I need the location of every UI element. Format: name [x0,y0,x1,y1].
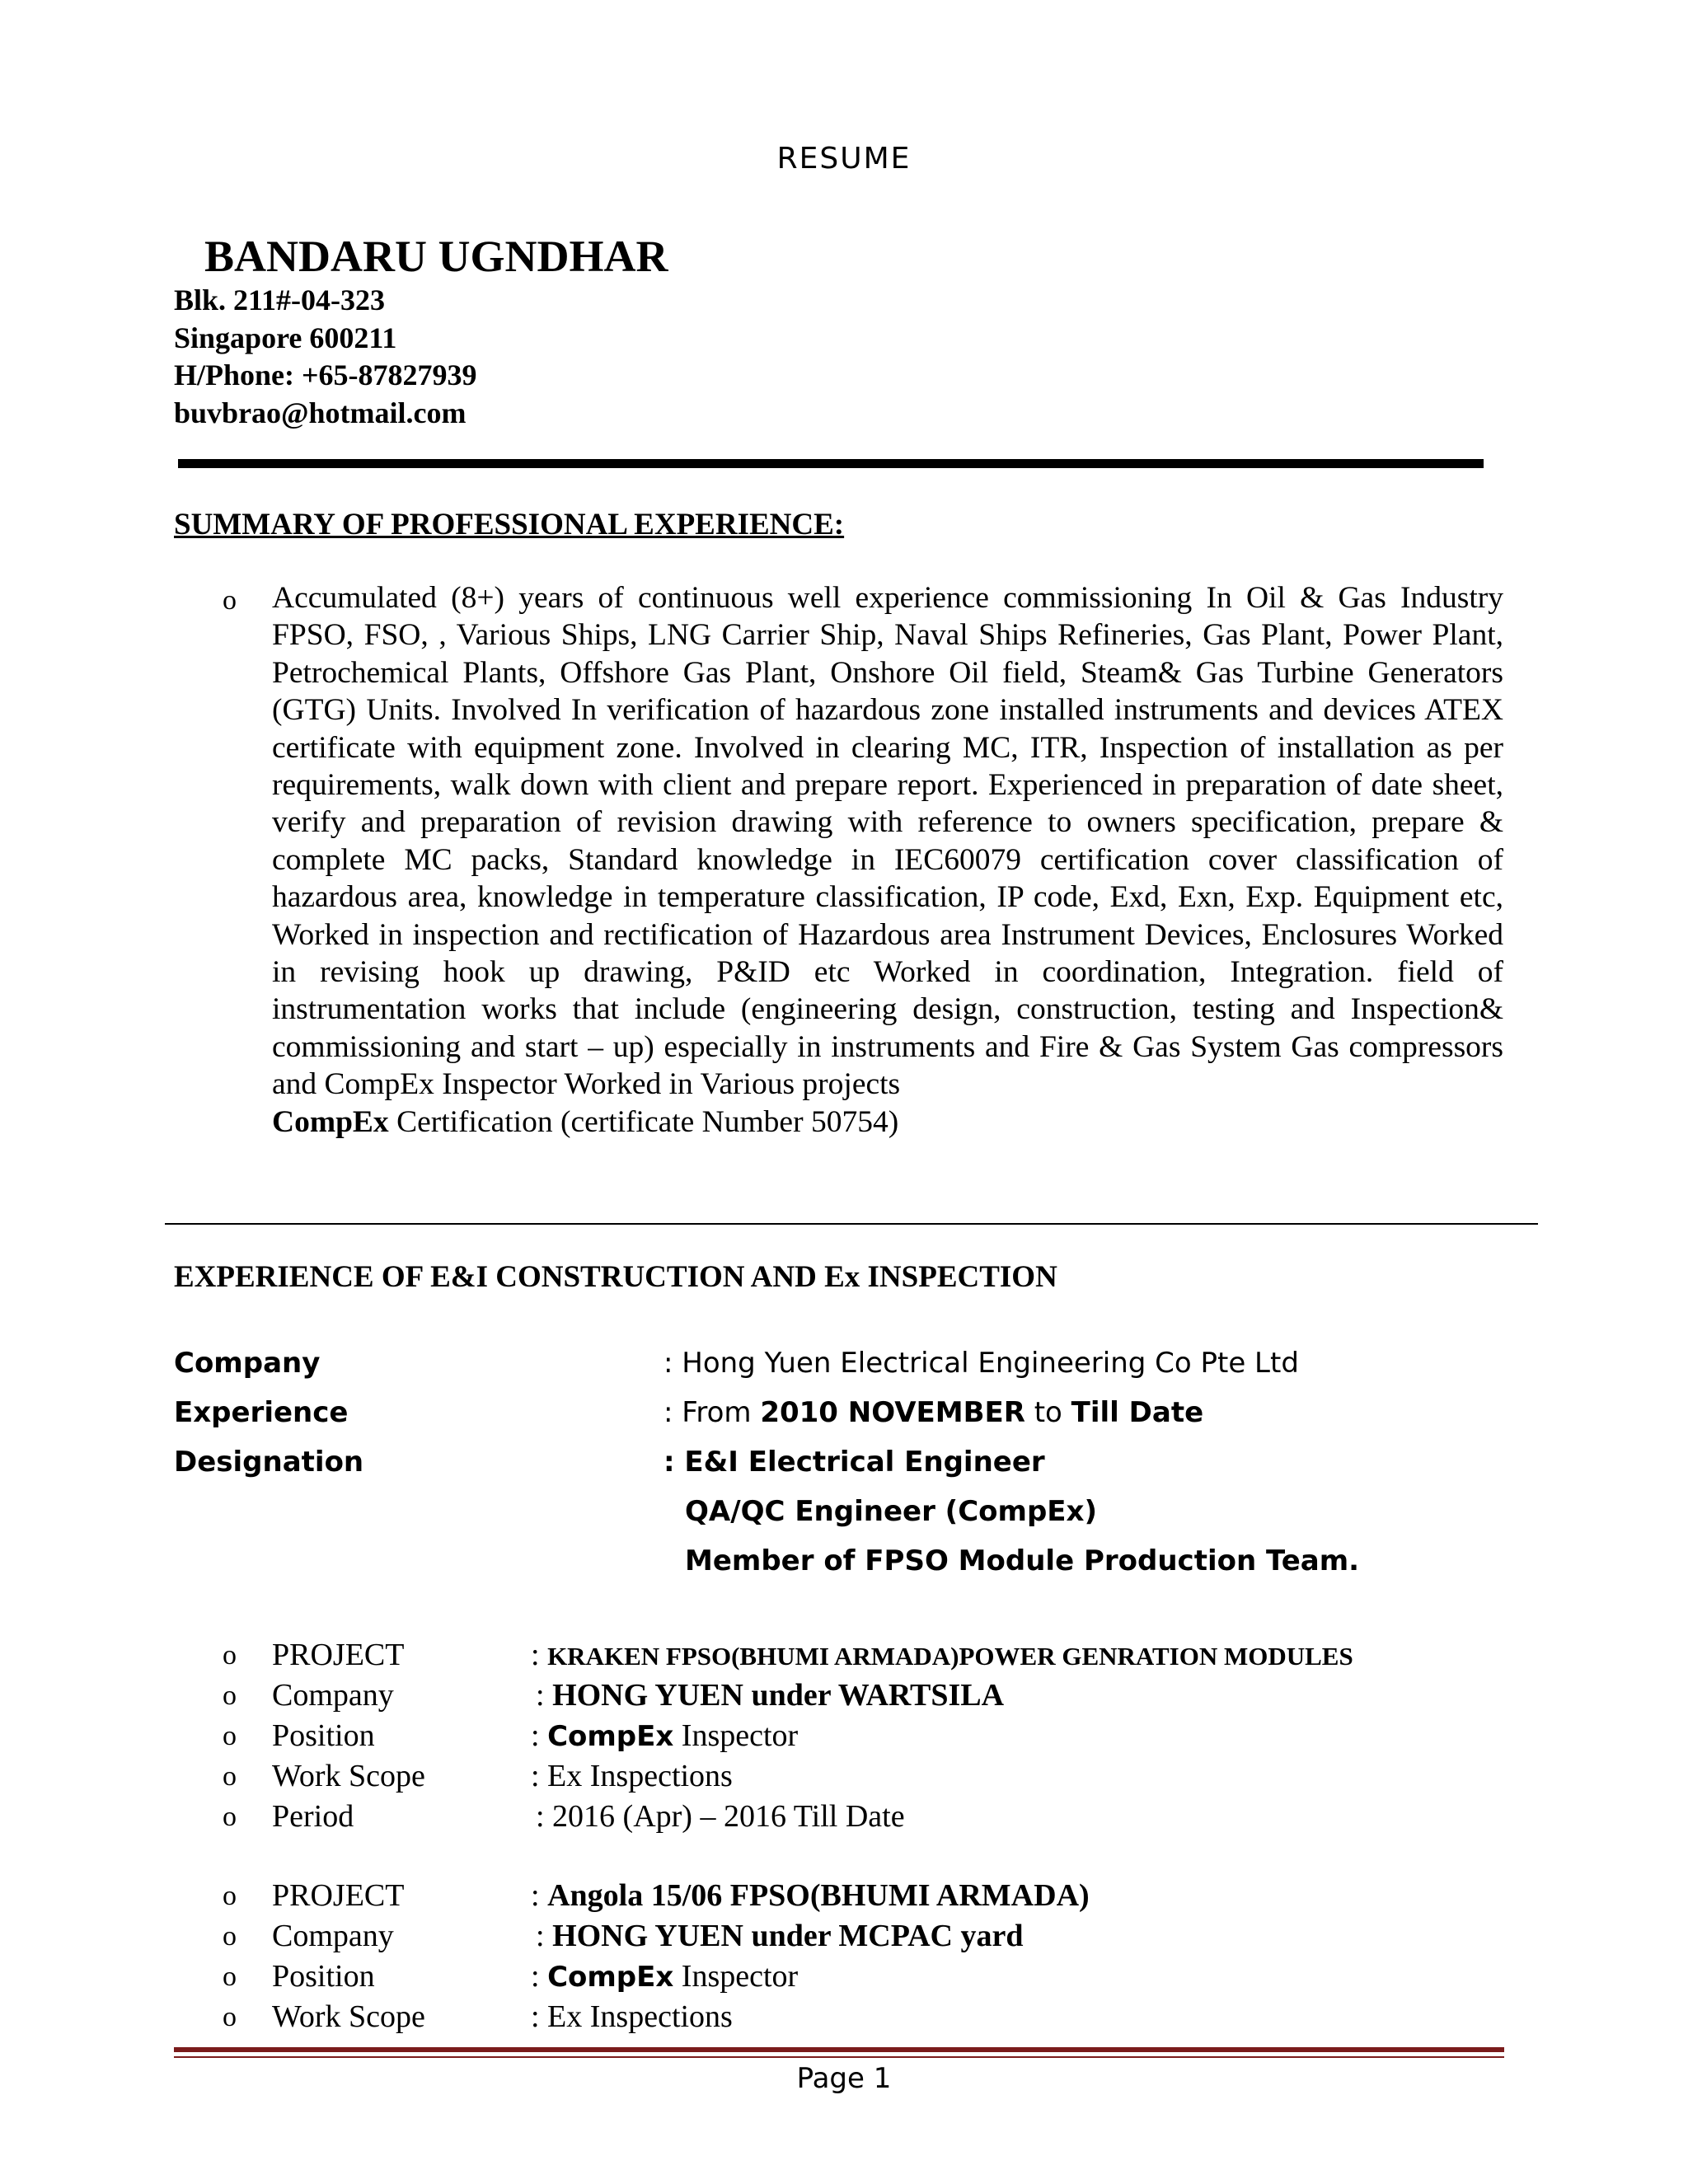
scope-value: : Ex Inspections [531,1999,733,2034]
designation-value-1: : E&I Electrical Engineer [663,1446,1045,1479]
company-value: : HONG YUEN under WARTSILA [536,1678,1005,1713]
bullet: o [223,1640,237,1671]
summary-heading: SUMMARY OF PROFESSIONAL EXPERIENCE: [174,508,845,541]
designation-value-3: Member of FPSO Module Production Team. [685,1544,1360,1577]
project-value: : KRAKEN FPSO(BHUMI ARMADA)POWER GENRATION MODULES [531,1638,1353,1672]
company-value: : Hong Yuen Electrical Engineering Co Pte Ltd [663,1347,1299,1380]
project-2-row-scope [0,1999,1688,2038]
position-bold: CompEx [547,1961,674,1994]
bullet: o [223,1881,237,1911]
document-title: RESUME [776,142,912,176]
scope-label: Work Scope [272,1999,425,2034]
company-name: HONG YUEN under MCPAC yard [552,1919,1024,1953]
project-value: : Angola 15/06 FPSO(BHUMI ARMADA) [531,1878,1090,1913]
project-name: KRAKEN FPSO(BHUMI ARMADA)POWER GENRATION MODULES [547,1642,1353,1671]
position-rest: Inspector [673,1959,799,1994]
summary-paragraph: Accumulated (8+) years of continuous well experience commissioning In Oil & Gas Industry FPSO, FSO, , Various Ships, LNG Carrier Ship, Naval Ships Refineries, Gas Plant, Power Plant, Petrochemical Plants, Offshore Gas Plant, Onshore Oil field, Steam& Gas Turbine Generators (GTG) Units. Involved In verification of hazardous zone installed instruments and devices ATEX certificate with equipment zone. Involved in clearing MC, ITR, Inspection of installation as per requirements, walk down with client and prepare report. Experienced in preparation of date sheet, verify and preparation of revision drawing with reference to owners specification, prepare & complete MC packs, Standard knowledge in IEC60079 certification cover classification of hazardous area, knowledge in temperature classification, IP code, Exd, Exn, Exp. Equipment etc, Worked in inspection and rectification of Hazardous area Instrument Devices, Enclosures Worked in revising hook up drawing, P&ID etc Worked in coordination, Integration. field of instrumentation works that include (engineering design, construction, testing and Inspection& commissioning and start – up) especially in instruments and Fire & Gas System Gas compressors and CompEx Inspector Worked in Various projects [272,581,1503,1102]
period-value: : 2016 (Apr) – 2016 Till Date [536,1799,905,1834]
period-label: Period [272,1799,354,1834]
bullet: o [223,1961,237,1992]
project-2-row-company [0,1918,1688,1957]
experience-mid: to [1025,1396,1071,1429]
certification-rest: Certification (certificate Number 50754) [388,1104,899,1139]
experience-value [663,1396,1203,1429]
certification-line [272,1104,1503,1141]
scope-label: Work Scope [272,1759,425,1793]
project-1-row-period [0,1798,1688,1838]
footer-rule-thin [174,2056,1504,2058]
section-divider [165,1223,1538,1225]
project-label: PROJECT [272,1878,405,1913]
experience-to: Till Date [1071,1396,1204,1429]
bullet: o [223,1721,237,1751]
summary-bullet: o [223,585,237,616]
position-value: : CompEx Inspector [531,1959,799,1994]
bullet: o [223,1761,237,1792]
header-divider [178,459,1484,468]
address-line-1: Blk. 211#-04-323 [174,284,386,316]
experience-from: 2010 NOVEMBER [760,1396,1025,1429]
bullet: o [223,2002,237,2032]
project-1-row-scope [0,1758,1688,1797]
project-1-row-project [0,1637,1688,1676]
designation-value-2: QA/QC Engineer (CompEx) [685,1495,1097,1528]
position-label: Position [272,1959,375,1994]
position-value: : CompEx Inspector [531,1718,799,1753]
footer-rule-thick [174,2047,1504,2052]
company-value: : HONG YUEN under MCPAC yard [536,1919,1024,1953]
certification-bold: CompEx [272,1104,389,1139]
company-label: Company [272,1919,394,1953]
position-rest: Inspector [673,1718,799,1753]
bullet: o [223,1680,237,1711]
position-label: Position [272,1718,375,1753]
email-address: buvbrao@hotmail.com [174,396,467,429]
address-line-2: Singapore 600211 [174,321,397,354]
company-label: Company [174,1347,321,1380]
project-1-row-company [0,1677,1688,1717]
company-name: HONG YUEN under WARTSILA [552,1678,1005,1713]
phone-number: H/Phone: +65-87827939 [174,359,477,391]
position-bold: CompEx [547,1720,674,1753]
company-label: Company [272,1678,394,1713]
designation-label: Designation [174,1446,364,1479]
project-label: PROJECT [272,1638,405,1672]
project-2-row-position [0,1958,1688,1998]
project-1-row-position [0,1718,1688,1757]
experience-heading: EXPERIENCE OF E&I CONSTRUCTION AND Ex INSPECTION [174,1260,1057,1294]
scope-value: : Ex Inspections [531,1759,733,1793]
summary-text-block [272,579,1503,1141]
bullet: o [223,1921,237,1952]
experience-prefix: : From [663,1396,761,1429]
bullet: o [223,1802,237,1832]
project-2-row-project [0,1877,1688,1917]
candidate-name: BANDARU UGNDHAR [204,232,668,281]
project-name: Angola 15/06 FPSO(BHUMI ARMADA) [547,1878,1090,1913]
experience-label: Experience [174,1396,349,1429]
page-number: Page 1 [796,2062,892,2095]
